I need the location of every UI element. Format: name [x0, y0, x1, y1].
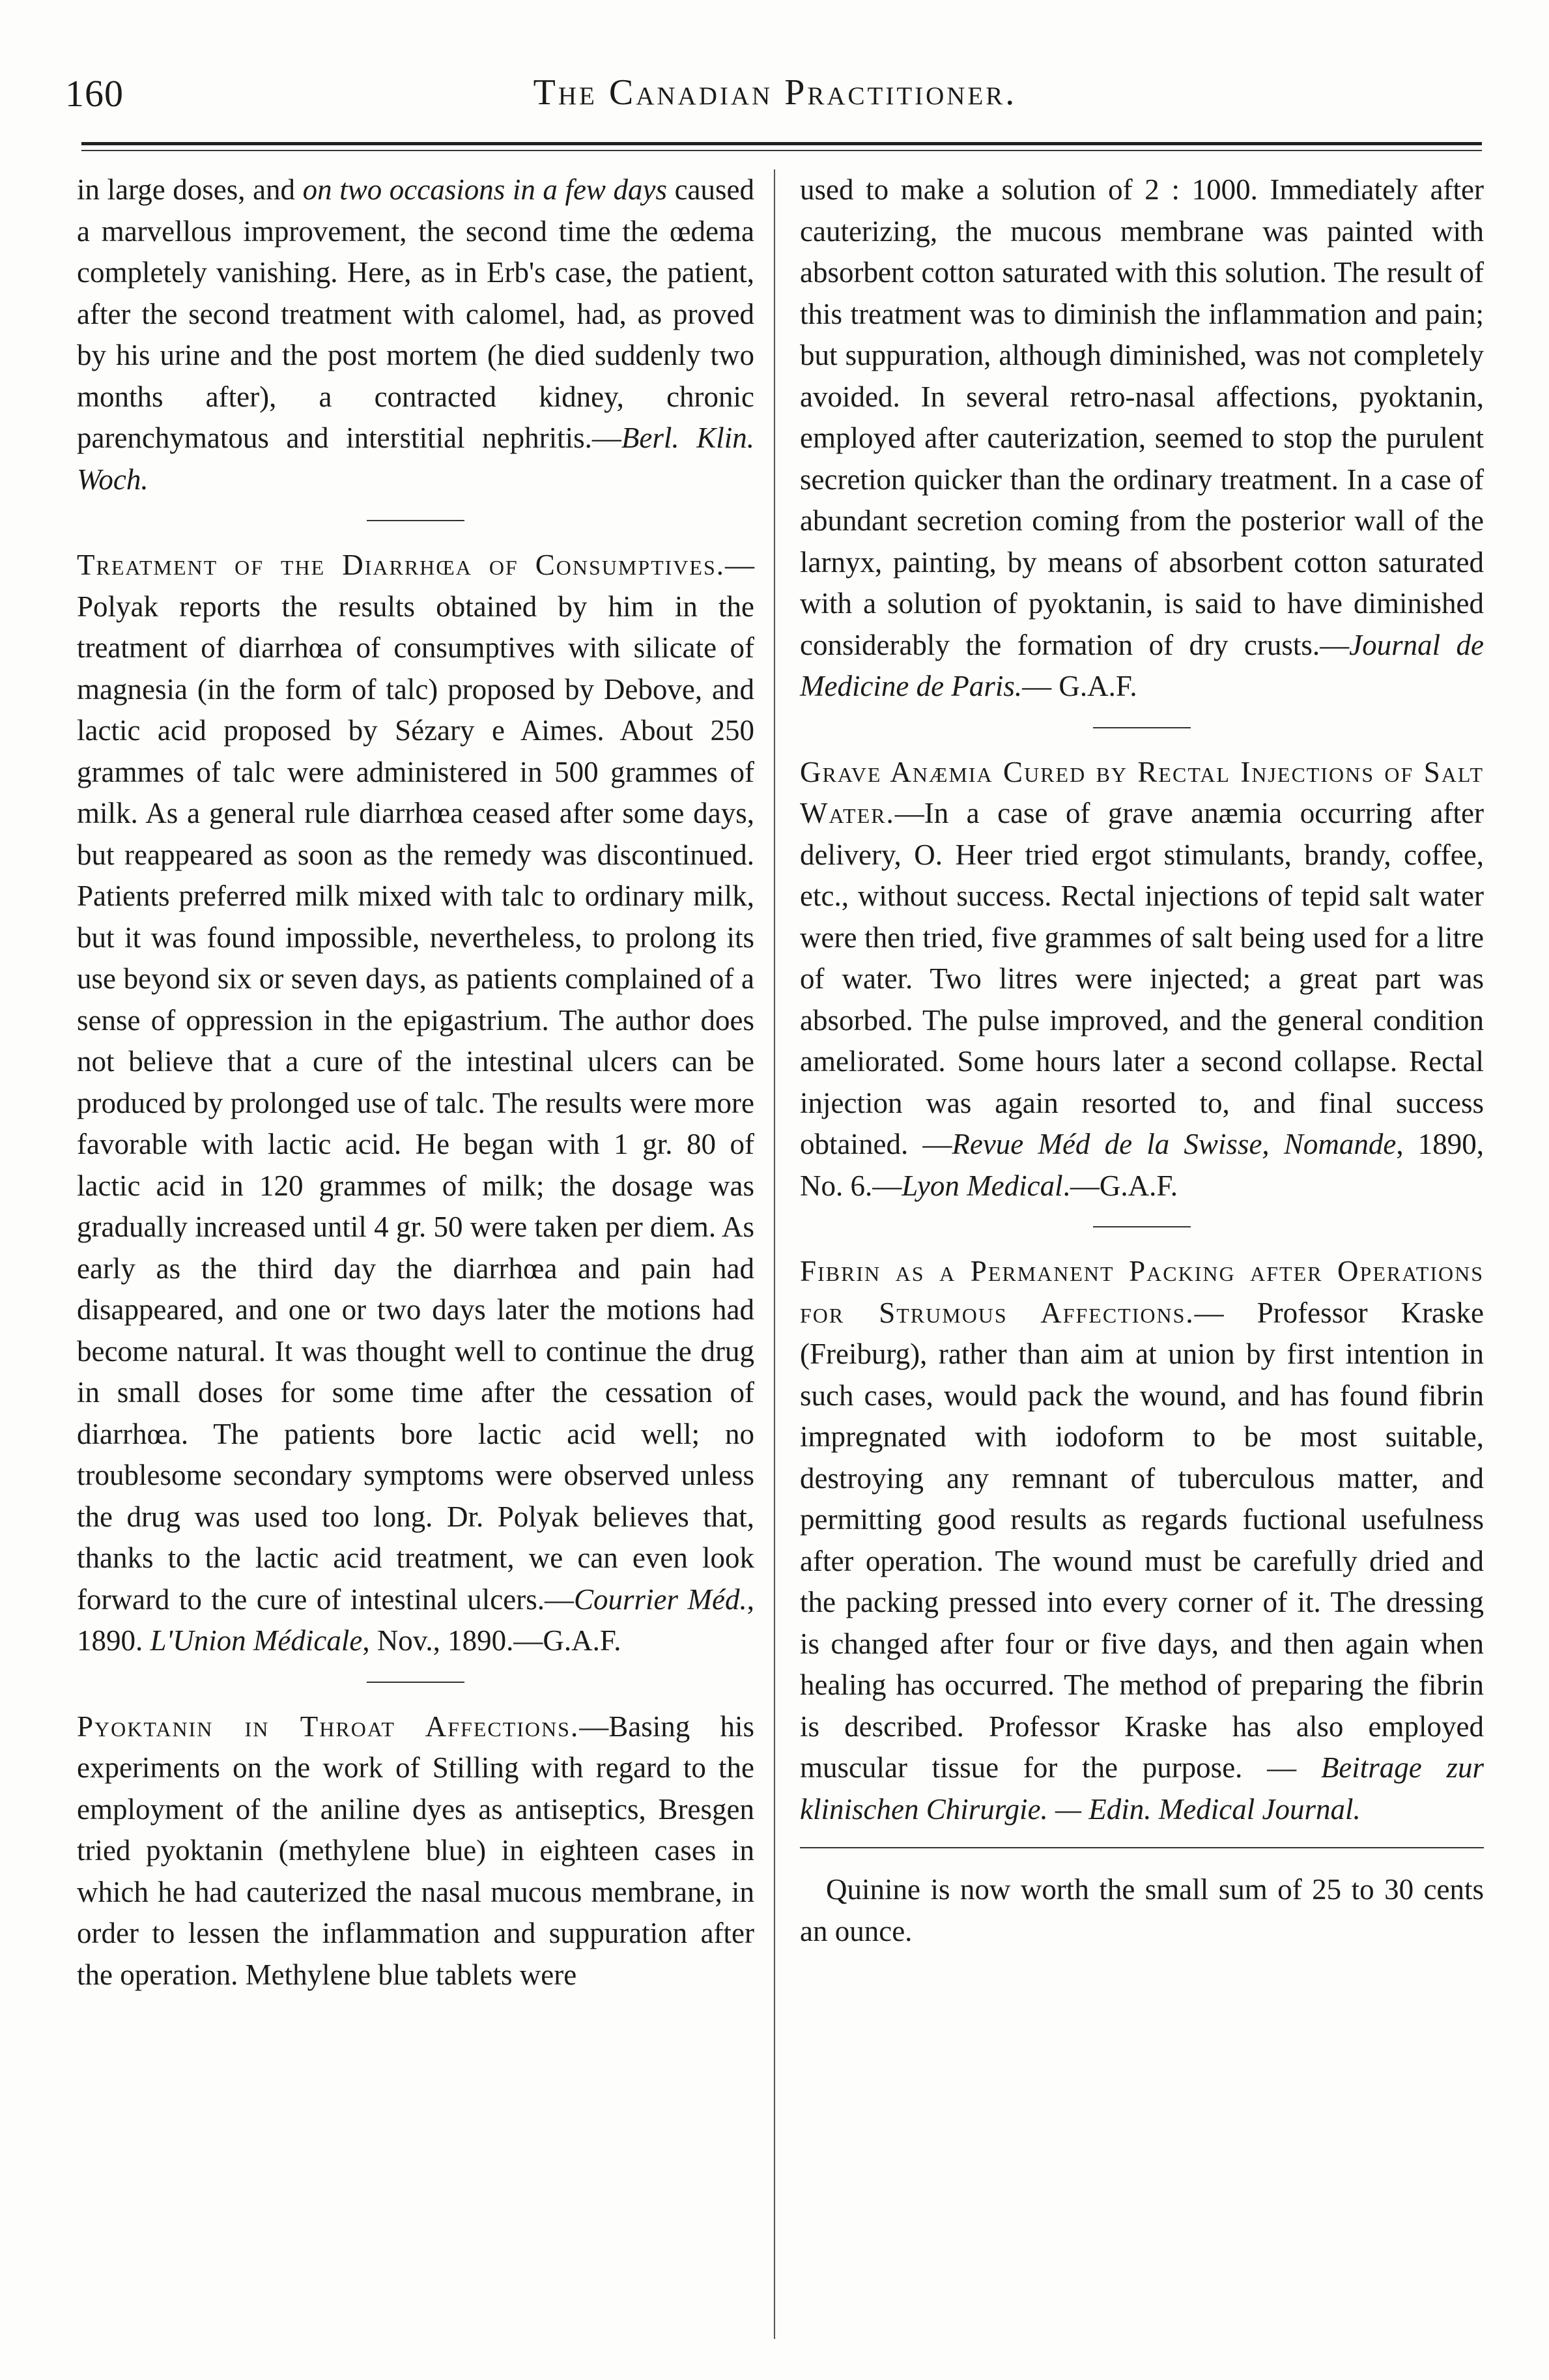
source-citation: Berl. Klin. Woch. — [77, 422, 754, 496]
section-separator — [367, 520, 464, 521]
article-pyoktanin: Pyoktanin in Throat Affections.—Basing his experiments on the work of Stilling with regard to the employment of the aniline dyes as antiseptics, Bresgen tried pyoktanin (methylene blue) in eighteen cases in which he had cauterized the nasal mucous membrane, in order to lessen the inflammation and suppuration after the operation. Methylene blue tablets were — [77, 1710, 754, 1991]
section-separator — [1093, 727, 1191, 728]
article-title: Fibrin as a Permanent Packing after Operations for Strumous Affections. — [800, 1255, 1484, 1329]
source-citation: L'Union Médicale — [150, 1624, 363, 1657]
column-divider — [774, 169, 775, 2339]
note-quinine: Quinine is now worth the small sum of 25 to 30 cents an ounce. — [800, 1873, 1484, 1947]
page-header — [65, 72, 1485, 124]
article-pyoktanin-continued: used to make a solution of 2 : 1000. Immediately after cauterizing, the mucous membrane was painted with absorbent cotton saturated with this solution. The result of this treatment was to diminish the inflammation and pain; but suppuration, although diminished, was not completely avoided. In several retro-nasal affections, pyoktanin, employed after cauterization, seemed to stop the purulent secretion quicker than the ordinary treatment. In a case of abundant secretion coming from the posterior wall of the larnyx, painting, by means of absorbent cotton saturated with a solution of pyoktanin, is said to have diminished considerably the formation of dry crusts.—Journal de Medicine de Paris.— G.A.F. — [800, 173, 1484, 702]
article-title: Treatment of the Diarrhœa of Consumptives. — [77, 549, 725, 581]
section-rule — [800, 1847, 1484, 1848]
article-diarrhoea: Treatment of the Diarrhœa of Consumptives.—Polyak reports the results obtained by him in the treatment of diarrhœa of consumptives with silicate of magnesia (in the form of talc) proposed by Debove, and lactic acid proposed by Sézary e Aimes. About 250 grammes of talc were administered in 500 grammes of milk. As a general rule diarrhœa ceased after some days, but reappeared as soon as the remedy was discontinued. Patients preferred milk mixed with talc to ordinary milk, but it was found impossible, nevertheless, to prolong its use beyond six or seven days, as patients complained of a sense of oppression in the epigastrium. The author does not believe that a cure of the intestinal ulcers can be produced by prolonged use of talc. The results were more favorable with lactic acid. He began with 1 gr. 80 of lactic acid in 120 grammes of milk; the dosage was gradually increased until 4 gr. 50 were taken per diem. As early as the third day the diarrhœa and pain had disappeared, and one or two days later the motions had become natural. It was thought well to continue the drug in small doses for some time after the cessation of diarrhœa. The patients bore lactic acid well; no troublesome secondary symptoms were observed unless the drug was used too long. Dr. Polyak believes that, thanks to the lactic acid treatment, we can even look forward to the cure of intestinal ulcers.—Courrier Méd., 1890. L'Union Médicale, Nov., 1890.—G.A.F. — [77, 549, 754, 1657]
left-column — [77, 169, 754, 1996]
source-citation: Courrier Méd. — [574, 1583, 747, 1616]
running-title: The Canadian Practitioner. — [533, 72, 1017, 113]
right-column — [800, 169, 1484, 1952]
header-rule-thick — [81, 142, 1482, 145]
source-citation: Lyon Medical — [902, 1169, 1063, 1202]
section-separator — [1093, 1226, 1191, 1227]
article-anaemia: Grave Anæmia Cured by Rectal Injections of Salt Water.—In a case of grave anæmia occurring after delivery, O. Heer tried ergot stimulants, brandy, coffee, etc., without success. Rectal injections of tepid salt water were then tried, five grammes of salt being used for a litre of water. Two litres were injected; a great part was absorbed. The pulse improved, and the general condition ameliorated. Some hours later a second collapse. Rectal injection was again resorted to, and final success obtained. —Revue Méd de la Swisse, Nomande, 1890, No. 6.—Lyon Medical.—G.A.F. — [800, 755, 1484, 1202]
header-rule-thin — [81, 150, 1482, 151]
source-citation: Beitrage zur klinischen Chirurgie. — Edin. Medical Journal. — [800, 1751, 1484, 1826]
article-fibrin: Fibrin as a Permanent Packing after Operations for Strumous Affections.— Professor Kraske (Freiburg), rather than aim at union by first intention in such cases, would pack the wound, and has found fibrin impregnated with iodoform to be most suitable, destroying any remnant of tuberculous matter, and permitting good results as regards fuctional usefulness after operation. The wound must be carefully dried and the packing pressed into every corner of it. The dressing is changed after four or five days, and then again when healing has occurred. The method of preparing the fibrin is described. Professor Kraske has also employed muscular tissue for the purpose. — Beitrage zur klinischen Chirurgie. — Edin. Medical Journal. — [800, 1255, 1485, 1826]
source-citation: Journal de Medicine de Paris. — [800, 628, 1484, 702]
article-title: Grave Anæmia Cured by Rectal Injections of Salt Water. — [800, 755, 1484, 829]
source-citation: Revue Méd de la Swisse, Nomande — [952, 1128, 1397, 1160]
section-separator — [367, 1682, 464, 1683]
page-number: 160 — [65, 72, 124, 115]
article-continuation: in large doses, and on two occasions in a few days caused a marvellous improvement, the second time the œdema completely vanishing. Here, as in Erb's case, the patient, after the second treatment with calomel, had, as proved by his urine and the post mortem (he died suddenly two months after), a contracted kidney, chronic parenchymatous and interstitial nephritis.—Berl. Klin. Woch. — [77, 173, 754, 496]
article-title: Pyoktanin in Throat Affections. — [77, 1710, 580, 1743]
